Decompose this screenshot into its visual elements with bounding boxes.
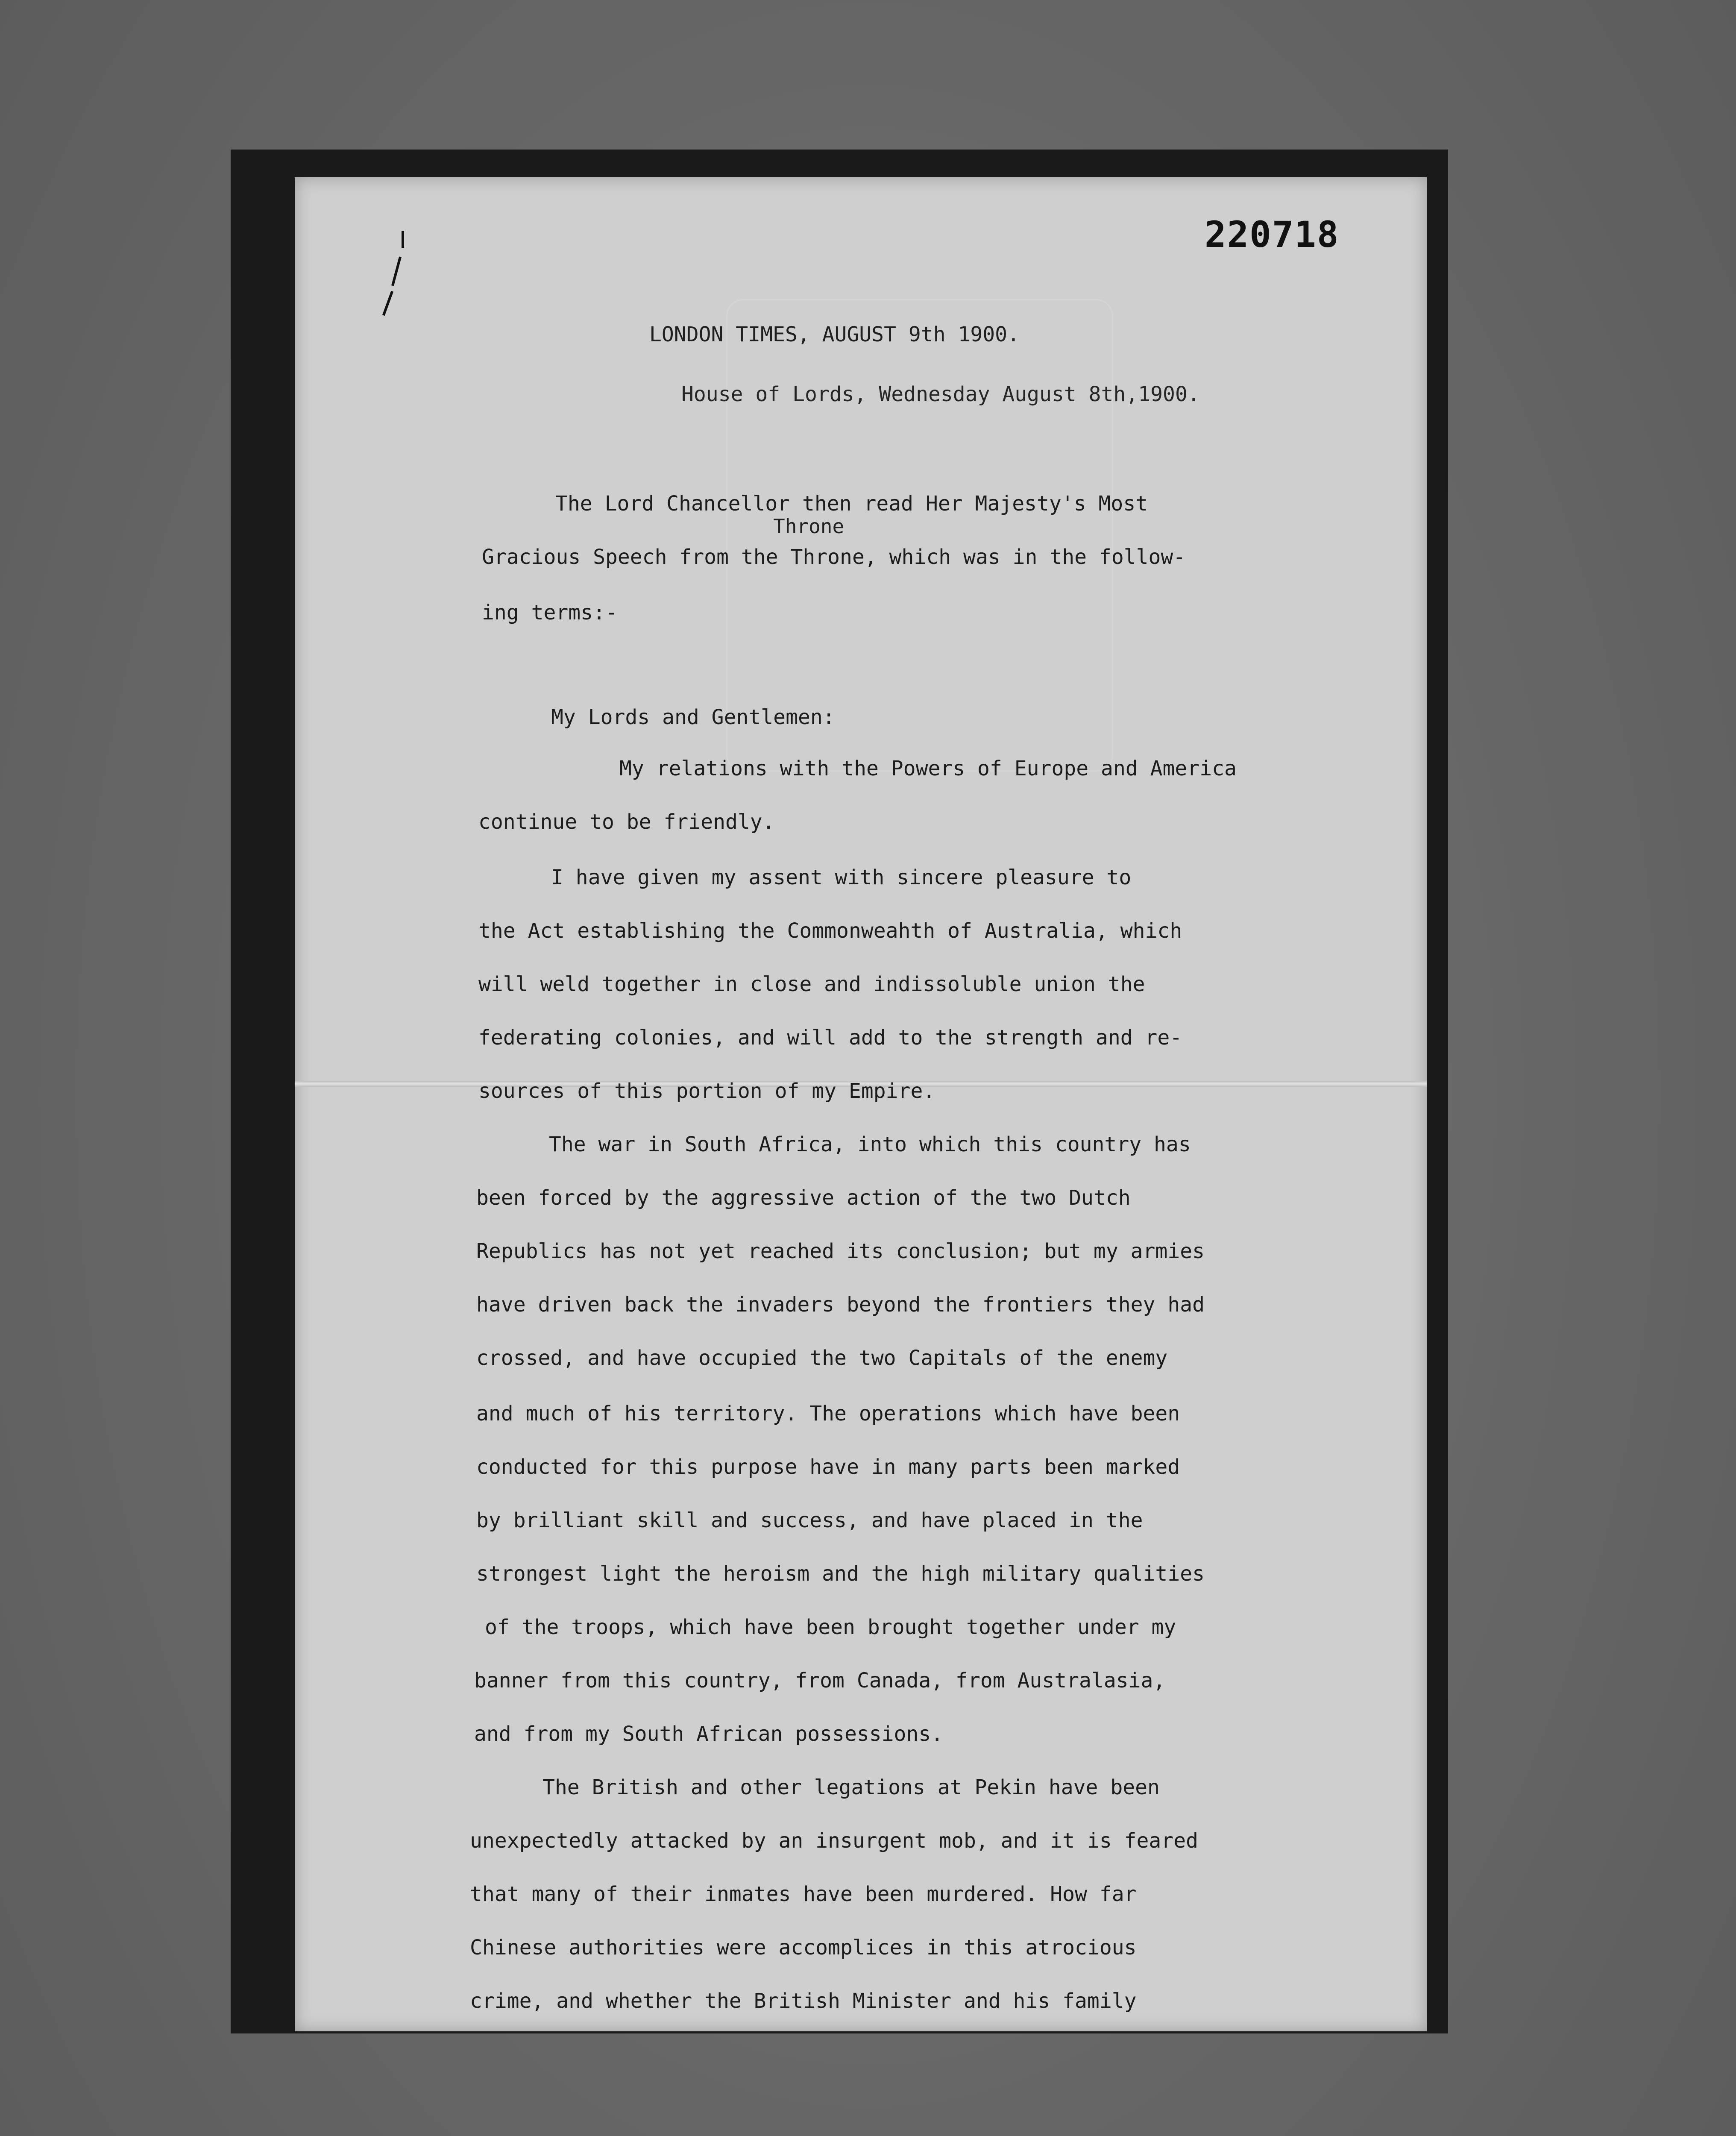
text-line: unexpectedly attacked by an insurgent mob, and it is feared: [470, 1829, 1199, 1853]
text-line: conducted for this purpose have in many parts been marked: [476, 1455, 1180, 1479]
text-line: strongest light the heroism and the high military qualities: [476, 1562, 1205, 1586]
handwritten-insertion: Throne: [773, 515, 845, 538]
text-line: that many of their inmates have been murdered. How far: [470, 1882, 1137, 1906]
pen-mark: [402, 231, 404, 248]
text-line: by brilliant skill and success, and have placed in the: [476, 1508, 1143, 1532]
text-line: crossed, and have occupied the two Capitals of the enemy: [476, 1346, 1168, 1370]
text-line: Gracious Speech from the Throne, which was in the follow-: [482, 545, 1186, 569]
text-line: My relations with the Powers of Europe and America: [619, 757, 1237, 780]
text-line: and from my South African possessions.: [474, 1722, 944, 1746]
text-line: of the troops, which have been brought together under my: [485, 1615, 1176, 1639]
document-subheading: House of Lords, Wednesday August 8th,1900.: [681, 382, 1200, 406]
text-line: been forced by the aggressive action of the two Dutch: [476, 1186, 1131, 1210]
document-heading: LONDON TIMES, AUGUST 9th 1900.: [649, 323, 1020, 346]
text-line: continue to be friendly.: [478, 810, 775, 834]
text-line: crime, and whether the British Minister and his family: [470, 1989, 1137, 2013]
text-line: and much of his territory. The operations which have been: [476, 1402, 1180, 1426]
text-line: Chinese authorities were accomplices in this atrocious: [470, 1936, 1137, 1960]
text-line: The British and other legations at Pekin have been: [542, 1775, 1160, 1799]
document-number: 220718: [1205, 214, 1340, 255]
text-line: ing terms:-: [482, 601, 618, 625]
text-line: The war in South Africa, into which this country has: [549, 1133, 1191, 1156]
text-line: sources of this portion of my Empire.: [478, 1079, 935, 1103]
text-line: My Lords and Gentlemen:: [551, 705, 835, 729]
text-line: will weld together in close and indissoluble union the: [478, 972, 1145, 996]
text-line: have driven back the invaders beyond the frontiers they had: [476, 1293, 1205, 1317]
text-line: the Act establishing the Commonweahth of Australia, which: [478, 919, 1182, 943]
text-line: I have given my assent with sincere pleasure to: [551, 866, 1132, 889]
text-line: Republics has not yet reached its conclusion; but my armies: [476, 1239, 1205, 1263]
text-line: The Lord Chancellor then read Her Majesty's Most: [555, 492, 1148, 516]
text-line: federating colonies, and will add to the strength and re-: [478, 1026, 1182, 1050]
text-line: banner from this country, from Canada, from Australasia,: [474, 1669, 1166, 1693]
